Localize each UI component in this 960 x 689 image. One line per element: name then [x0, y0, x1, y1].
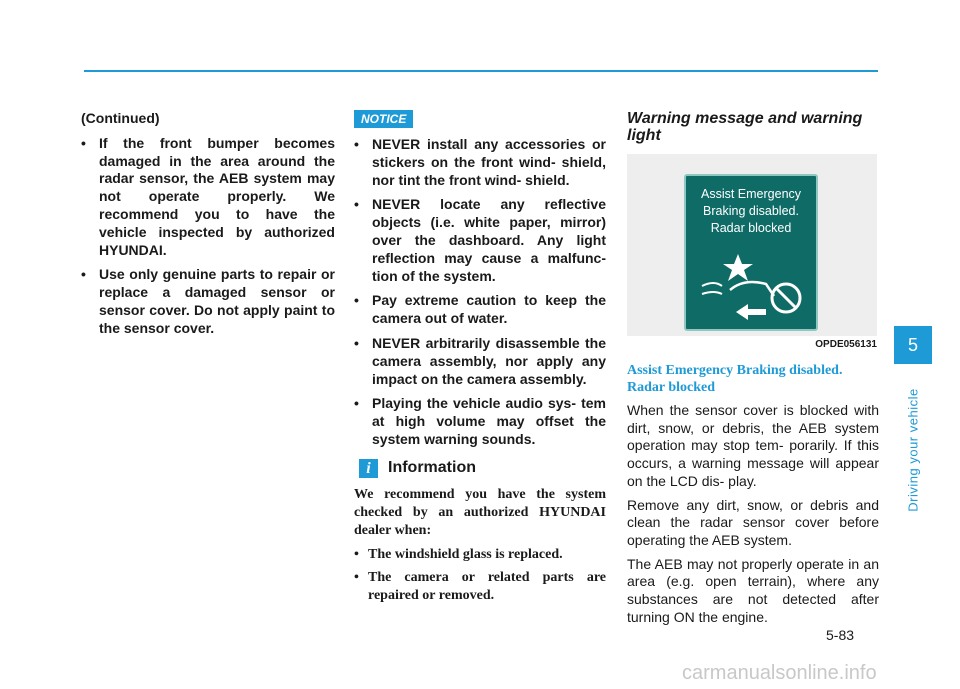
notice-badge: NOTICE	[354, 110, 413, 128]
list-item: • NEVER arbitrarily disassemble the camera assembly, nor apply any impact on the camera assembly.	[354, 335, 606, 388]
list-item: • NEVER locate any reflective objects (i.e. white paper, mirror) over the dashboard. Any light reflection may cause a malfunc- tion of the system.	[354, 196, 606, 285]
cluster-message-figure	[627, 154, 877, 336]
screen-text-line: Assist Emergency	[700, 187, 802, 201]
list-item: • NEVER install any accessories or stickers on the front wind- shield, nor tint the front wind- shield.	[354, 136, 606, 189]
list-item: • The camera or related parts are repaired or removed.	[354, 569, 606, 605]
information-title: Information	[388, 459, 476, 477]
paragraph: When the sensor cover is blocked with dirt, snow, or debris, the AEB system operation may stop tem- porarily. If this occurs, a warning message will appear on the LCD dis- play.	[627, 402, 879, 489]
information-text: We recommend you have the system checked by an authorized HYUNDAI dealer when:	[354, 486, 606, 538]
watermark: carmanualsonline.info	[682, 662, 877, 684]
message-subheading: Assist Emergency Braking disabled. Radar blocked	[627, 363, 843, 395]
paragraph: The AEB may not properly operate in an area (e.g. open terrain), where any substances are not detected after turning ON the engine.	[627, 555, 879, 625]
screen-text-line: Radar blocked	[710, 221, 792, 235]
collision-warning-icon	[686, 244, 816, 329]
information-header	[354, 459, 606, 478]
figure-caption: OPDE056131	[815, 339, 877, 350]
column-1	[81, 110, 335, 345]
header-rule	[84, 70, 878, 72]
chapter-number-tab: 5	[894, 326, 932, 364]
chapter-title-vertical	[902, 380, 924, 520]
screen-text-line: Braking disabled.	[703, 204, 799, 218]
column-3	[627, 110, 879, 632]
list-item: • Use only genuine parts to repair or replace a damaged sensor or sensor cover. Do not apply paint to the sensor cover.	[81, 266, 335, 337]
bumper-bullet-list	[81, 135, 335, 338]
paragraph: Remove any dirt, snow, or debris and clean the radar sensor cover before operating the AEB system.	[627, 496, 879, 548]
list-item: • If the front bumper becomes damaged in the area around the radar sensor, the AEB system may not operate properly. We recommend you to have the vehicle inspected by authorized HYUNDAI.	[81, 135, 335, 260]
list-item: • Playing the vehicle audio sys- tem at high volume may offset the system warning sounds.	[354, 395, 606, 448]
list-item: • Pay extreme caution to keep the camera out of water.	[354, 292, 606, 328]
lcd-warning-screen	[684, 174, 818, 331]
info-icon: i	[359, 459, 378, 478]
page-number: 5-83	[826, 627, 855, 643]
column-2	[354, 110, 606, 610]
notice-bullet-list	[354, 136, 606, 449]
list-item: • The windshield glass is replaced.	[354, 546, 606, 564]
section-title: Warning message and warning light	[627, 110, 863, 144]
information-bullet-list	[354, 546, 606, 605]
chapter-title-text: Driving your vehicle	[905, 388, 921, 512]
continued-label: (Continued)	[81, 110, 160, 126]
